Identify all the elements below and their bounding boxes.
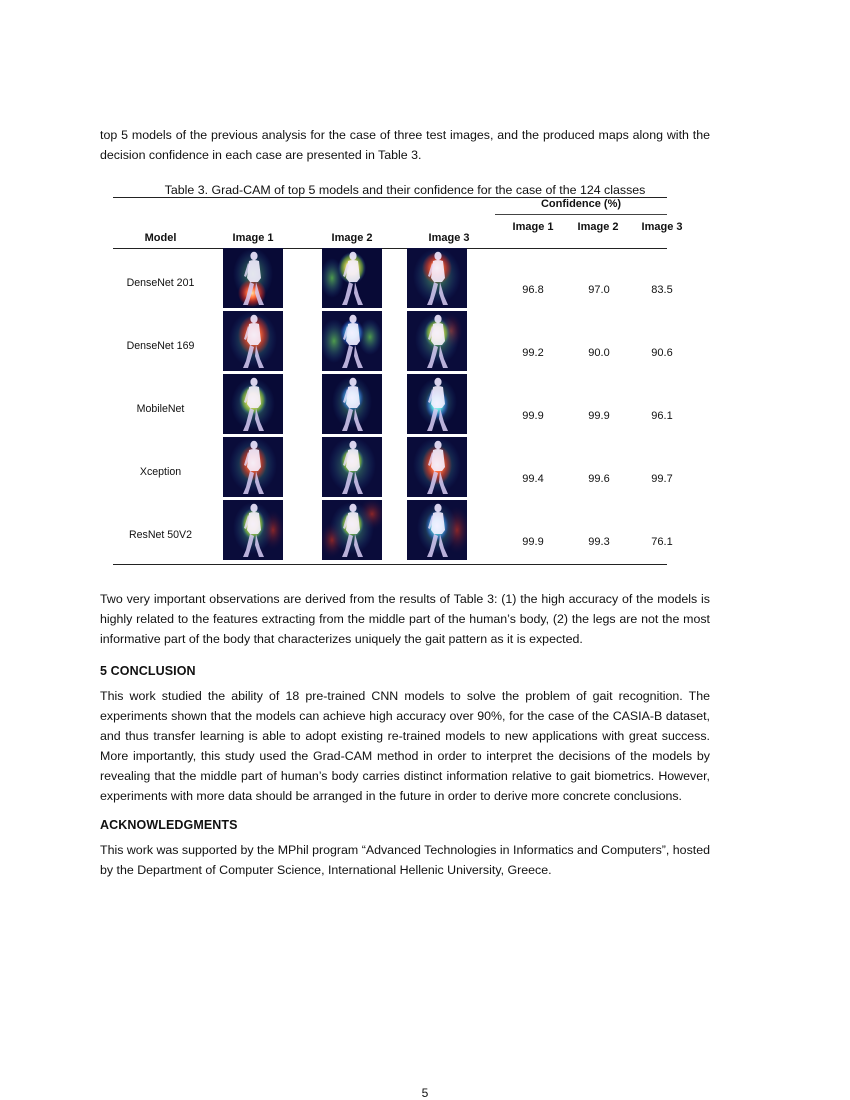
gradcam-image-1	[223, 500, 283, 560]
intro-paragraph: top 5 models of the previous analysis for the case of three test images, and the produced maps along with the decision confidence in each case are presented in Table 3.	[100, 128, 710, 162]
model-name: MobileNet	[136, 403, 185, 415]
gradcam-image-1	[223, 311, 283, 371]
gradcam-image-3	[407, 437, 467, 497]
column-header-image-1: Image 1	[232, 232, 274, 244]
confidence-value: 90.0	[588, 347, 610, 359]
conclusion-paragraph: This work studied the ability of 18 pre-trained CNN models to solve the problem of gait recognition. The experiments shown that the models can achieve high accuracy over 90%, for the case of the CASIA-B dataset, and thus transfer learning is able to adopt existing re-trained models to new applications with great success. More importantly, this study used the Grad-CAM method in order to interpret the decisions of the models by revealing that the middle part of human’s body carries distinct information relative to gait biometrics. However, experiments with more data should be arranged in the future in order to derive more concrete conclusions.	[100, 689, 710, 803]
gradcam-image-2	[322, 248, 382, 308]
model-name: ResNet 50V2	[128, 529, 192, 541]
confidence-value: 90.6	[651, 347, 673, 359]
confidence-value: 99.2	[522, 347, 544, 359]
gradcam-image-1	[223, 248, 283, 308]
confidence-value: 99.4	[522, 473, 544, 485]
gradcam-image-2	[322, 500, 382, 560]
column-header-confidence-3: Image 3	[641, 221, 683, 233]
model-name: Xception	[139, 466, 182, 478]
confidence-header: Confidence (%)	[540, 198, 622, 210]
gradcam-image-2	[322, 437, 382, 497]
table-row	[113, 374, 693, 434]
table-row	[113, 437, 693, 497]
confidence-value: 99.9	[522, 536, 544, 548]
column-header-confidence-1: Image 1	[512, 221, 554, 233]
confidence-value: 83.5	[651, 284, 673, 296]
model-name: DenseNet 169	[126, 340, 195, 352]
confidence-value: 96.1	[651, 410, 673, 422]
confidence-value: 99.6	[588, 473, 610, 485]
acknowledgments-heading: ACKNOWLEDGMENTS	[100, 818, 238, 832]
gradcam-image-3	[407, 374, 467, 434]
page-number: 5	[421, 1086, 429, 1100]
gradcam-image-2	[322, 374, 382, 434]
column-header-model: Model	[144, 232, 177, 244]
gradcam-image-3	[407, 500, 467, 560]
table-caption: Table 3. Grad-CAM of top 5 models and their confidence for the case of the 124 classes	[164, 183, 646, 197]
confidence-value: 99.7	[651, 473, 673, 485]
gradcam-image-1	[223, 437, 283, 497]
acknowledgments-paragraph: This work was supported by the MPhil program “Advanced Technologies in Informatics and Computers”, hosted by the Department of Computer Science, International Hellenic University, Greece.	[100, 843, 710, 877]
observations-paragraph: Two very important observations are derived from the results of Table 3: (1) the high accuracy of the models is highly related to the features extracting from the middle part of the human’s body, (2) the legs are not the most informative part of the body that characterizes uniquely the gait pattern as it is expected.	[100, 592, 710, 646]
column-header-image-3: Image 3	[428, 232, 470, 244]
column-header-image-2: Image 2	[331, 232, 373, 244]
table-bottom-rule	[113, 564, 667, 565]
table-row	[113, 500, 693, 560]
gradcam-image-3	[407, 248, 467, 308]
column-header-confidence-2: Image 2	[577, 221, 619, 233]
table-row	[113, 248, 693, 308]
conclusion-heading: 5 CONCLUSION	[100, 664, 196, 678]
table-row	[113, 311, 693, 371]
model-name: DenseNet 201	[126, 277, 195, 289]
confidence-value: 97.0	[588, 284, 610, 296]
confidence-value: 76.1	[651, 536, 673, 548]
confidence-value: 96.8	[522, 284, 544, 296]
gradcam-image-1	[223, 374, 283, 434]
gradcam-image-2	[322, 311, 382, 371]
confidence-value: 99.3	[588, 536, 610, 548]
gradcam-image-3	[407, 311, 467, 371]
confidence-value: 99.9	[588, 410, 610, 422]
confidence-rule	[495, 214, 667, 215]
confidence-value: 99.9	[522, 410, 544, 422]
